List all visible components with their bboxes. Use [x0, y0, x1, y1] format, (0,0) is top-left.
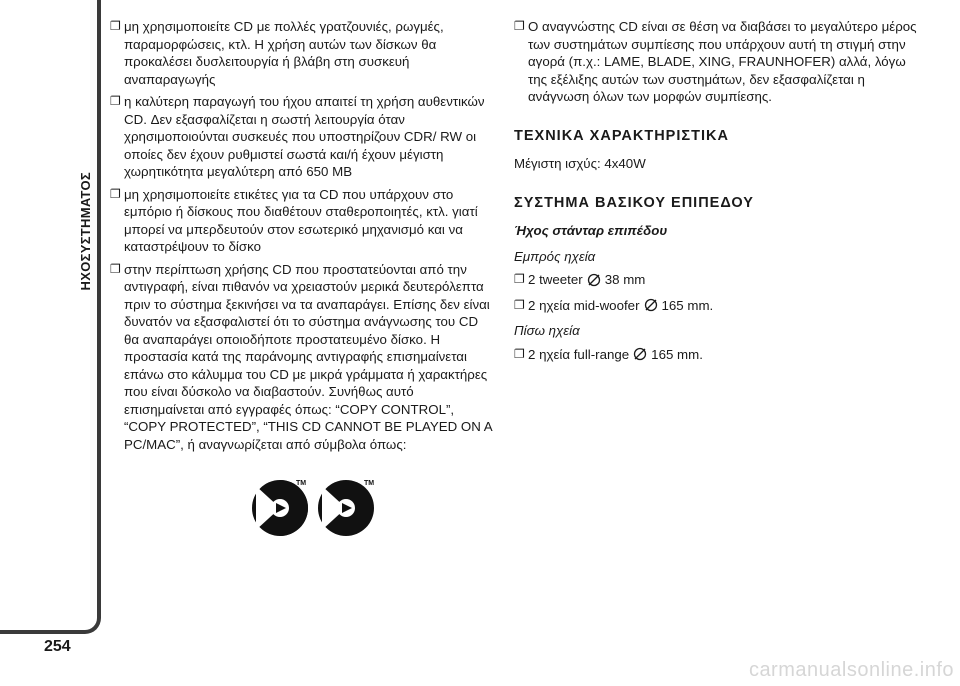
checkbox-bullet-icon: ❐ — [514, 297, 525, 312]
bullet-text: Ο αναγνώστης CD είναι σε θέση να διαβάσει το μεγαλύτερο μέρος των συστημάτων συμπίεσης που υπάρχουν αυτή τη στιγμή στην αγορά (π.χ.: LAME, BLADE, XING, FRAUNHOFER) αλλά, λόγω της εξέλιξης αυτών των συστημάτων, δεν εξασφαλίζεται η ανάγνωση όλων των μορφών συμπίεσης. — [528, 19, 917, 104]
checkbox-bullet-icon: ❐ — [110, 94, 121, 108]
spec-tweeter — [514, 271, 924, 289]
checkbox-bullet-icon: ❐ — [514, 346, 525, 361]
spec-size: 38 mm — [604, 272, 646, 287]
spec-prefix: 2 ηχεία full-range — [528, 346, 630, 362]
diameter-icon — [587, 273, 601, 287]
page-number: 254 — [44, 638, 71, 655]
tech-specs-heading: ΤΕΧΝΙΚΑ ΧΑΡΑΚΤΗΡΙΣΤΙΚΑ — [514, 127, 729, 144]
left-column — [110, 18, 492, 458]
rear-speakers-label: Πίσω ηχεία — [514, 323, 580, 338]
copy-protection-logos — [250, 476, 390, 540]
tm-mark: TM — [296, 480, 307, 487]
front-speakers-label: Εμπρός ηχεία — [514, 248, 596, 264]
spec-fullrange — [514, 346, 924, 364]
bullet-text: η καλύτερη παραγωγή του ήχου απαιτεί τη χρήση αυθεντικών CD. Δεν εξασφαλίζεται η σωστή λειτουργία όταν χρησιμοποιούνται συσκευές που υποστηρίζουν CDR/ RW οι οποίες δεν έχουν ρυθμιστεί σωστά και/ή έχουν μέγιστη χωρητικότητα μεγαλύτερη από 650 MB — [124, 94, 485, 179]
checkbox-bullet-icon: ❐ — [110, 19, 121, 33]
spec-midwoofer — [514, 297, 924, 315]
watermark: carmanualsonline.info — [748, 659, 954, 681]
bullet-text: μη χρησιμοποιείτε ετικέτες για τα CD που υπάρχουν στο εμπόριο ή δίσκους που διαθέτουν σταθεροποιητές, κτλ. γιατί μπορεί να μπερδευτούν στον εσωτερικό μηχανισμό και να καταστρέψουν το δίσκο — [124, 186, 478, 254]
max-power-text: Μέγιστη ισχύς: 4x40W — [514, 156, 646, 171]
tm-mark: TM — [364, 480, 375, 487]
list-item — [110, 93, 492, 181]
right-column — [514, 18, 924, 371]
checkbox-bullet-icon: ❐ — [514, 19, 525, 33]
list-item — [110, 18, 492, 88]
standard-sound-label: Ήχος στάνταρ επιπέδου — [514, 223, 668, 238]
list-item — [514, 18, 924, 106]
base-system-heading: ΣΥΣΤΗΜΑ ΒΑΣΙΚΟΥ ΕΠΙΠΕΔΟΥ — [514, 194, 754, 211]
checkbox-bullet-icon: ❐ — [110, 186, 121, 201]
spec-size: 165 mm. — [661, 297, 714, 313]
section-title: ΗΧΟΣΥΣΤΗΜΑΤΟΣ — [78, 172, 93, 291]
checkbox-bullet-icon: ❐ — [514, 272, 525, 286]
spec-size: 165 mm. — [651, 346, 703, 362]
bullet-text: μη χρησιμοποιείτε CD με πολλές γρατζουνιές, ρωγμές, παραμορφώσεις, κτλ. Η χρήση αυτών των δίσκων θα προκαλέσει δυσλειτουργία ή βλάβη στη συσκευή αναπαραγωγής — [124, 19, 444, 87]
list-item — [110, 261, 492, 454]
spec-prefix: 2 tweeter — [528, 272, 583, 287]
spec-prefix: 2 ηχεία mid-woofer — [528, 297, 640, 313]
sidebar-frame — [0, 0, 101, 634]
checkbox-bullet-icon: ❐ — [110, 261, 121, 276]
sidebar — [0, 0, 101, 655]
diameter-icon — [644, 298, 658, 312]
diameter-icon — [633, 347, 647, 361]
copy-protection-symbols-icon — [250, 476, 390, 540]
list-item — [110, 186, 492, 256]
bullet-text: στην περίπτωση χρήσης CD που προστατεύονται από την αντιγραφή, είναι πιθανόν να χρειαστούν μερικά δευτερόλεπτα πριν το σύστημα ξεκινήσει να τα αναπαράγει. Επίσης δεν είναι δυνατόν να εξασφαλιστεί ότι το σύστημα ανάγνωσης του CD θα αναπαράγει οποιοδήποτε προστατευμένο δίσκο. Η προστασία κατά της παράνομης αντιγραφής επισημαίνεται επάνω στο κάλυμμα του CD με μικρά γράμματα ή χαρακτήρες που είναι δύσκολο να διαβαστούν. Συνήθως αυτό επισημαίνεται από εγγραφές όπως: “COPY CONTROL”, “COPY PROTECTED”, “THIS CD CANNOT BE PLAYED ON A PC/MAC”, ή αναγνωρίζεται από σύμβολα όπως: — [124, 261, 492, 452]
